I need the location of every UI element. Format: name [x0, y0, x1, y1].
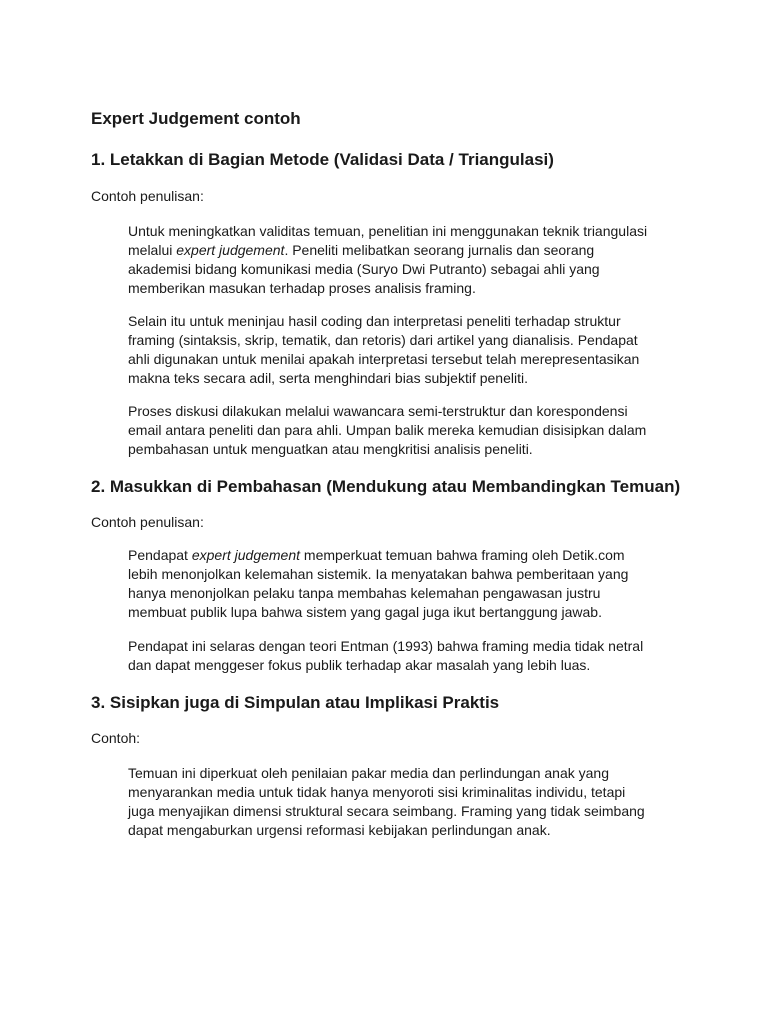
text-line: dapat mengaburkan urgensi reformasi kebijakan perlindungan anak. [128, 822, 551, 838]
text-fragment: Pendapat [128, 547, 192, 563]
text-line: framing (sintaksis, skrip, tematik, dan retoris) dari artikel yang dianalisis. Pendapat [128, 332, 638, 348]
section-2-label: Contoh penulisan: [91, 514, 204, 530]
text-line: email antara peneliti dan para ahli. Umpan balik mereka kemudian disisipkan dalam [128, 422, 647, 438]
text-line: makna teks secara adil, serta menghindari bias subjektif peneliti. [128, 370, 528, 386]
text-line: lebih menonjolkan kelemahan sistemik. Ia menyatakan bahwa pemberitaan yang [128, 566, 629, 582]
text-line: Pendapat ini selaras dengan teori Entman (1993) bahwa framing media tidak netral [128, 638, 644, 654]
emphasis-term: expert judgement [176, 242, 285, 258]
text-line: membuat publik lupa bahwa sistem yang gagal juga ikut bertanggung jawab. [128, 604, 602, 620]
text-line: Selain itu untuk meninjau hasil coding dan interpretasi peneliti terhadap struktur [128, 313, 621, 329]
text-fragment: memperkuat temuan bahwa framing oleh Detik.com [300, 547, 625, 563]
text-line: juga menyajikan dimensi struktural secara seimbang. Framing yang tidak seimbang [128, 803, 645, 819]
section-2-paragraph-2 [128, 637, 658, 675]
emphasis-term: expert judgement [191, 547, 301, 563]
text-line [128, 546, 658, 565]
text-line: Untuk meningkatkan validitas temuan, penelitian ini menggunakan teknik triangulasi [128, 223, 648, 239]
section-1-heading: 1. Letakkan di Bagian Metode (Validasi Data / Triangulasi) [91, 150, 554, 169]
text-fragment: . Peneliti melibatkan seorang jurnalis dan seorang [284, 242, 595, 258]
section-1-paragraph-1 [128, 222, 658, 298]
section-2-heading: 2. Masukkan di Pembahasan (Mendukung atau Membandingkan Temuan) [91, 477, 681, 496]
text-line: dan dapat menggeser fokus publik terhadap akar masalah yang lebih luas. [128, 657, 591, 673]
text-line: ahli digunakan untuk menilai apakah interpretasi tersebut telah merepresentasikan [128, 351, 640, 367]
section-1-paragraph-3 [128, 402, 658, 459]
section-3-label: Contoh: [91, 730, 141, 746]
text-line: akademisi bidang komunikasi media (Suryo Dwi Putranto) sebagai ahli yang [128, 261, 600, 277]
text-line: Proses diskusi dilakukan melalui wawancara semi-terstruktur dan korespondensi [128, 403, 628, 419]
document-title: Expert Judgement contoh [91, 109, 301, 128]
text-line: pembahasan untuk menguatkan atau mengkritisi analisis peneliti. [128, 441, 533, 457]
text-line: hanya menonjolkan pelaku tanpa membahas kelemahan pengawasan justru [128, 585, 601, 601]
text-line: Temuan ini diperkuat oleh penilaian pakar media dan perlindungan anak yang [128, 765, 610, 781]
text-line: menyarankan media untuk tidak hanya menyoroti sisi kriminalitas individu, tetapi [128, 784, 626, 800]
text-line: memberikan masukan terhadap proses analisis framing. [128, 280, 476, 296]
section-1-paragraph-2 [128, 312, 658, 388]
section-3-heading: 3. Sisipkan juga di Simpulan atau Implikasi Praktis [91, 693, 500, 712]
section-2-paragraph-1 [128, 546, 658, 622]
text-fragment: melalui [128, 242, 177, 258]
text-line [128, 241, 658, 260]
section-3-paragraph-1 [128, 764, 658, 840]
section-1-label: Contoh penulisan: [91, 188, 204, 204]
